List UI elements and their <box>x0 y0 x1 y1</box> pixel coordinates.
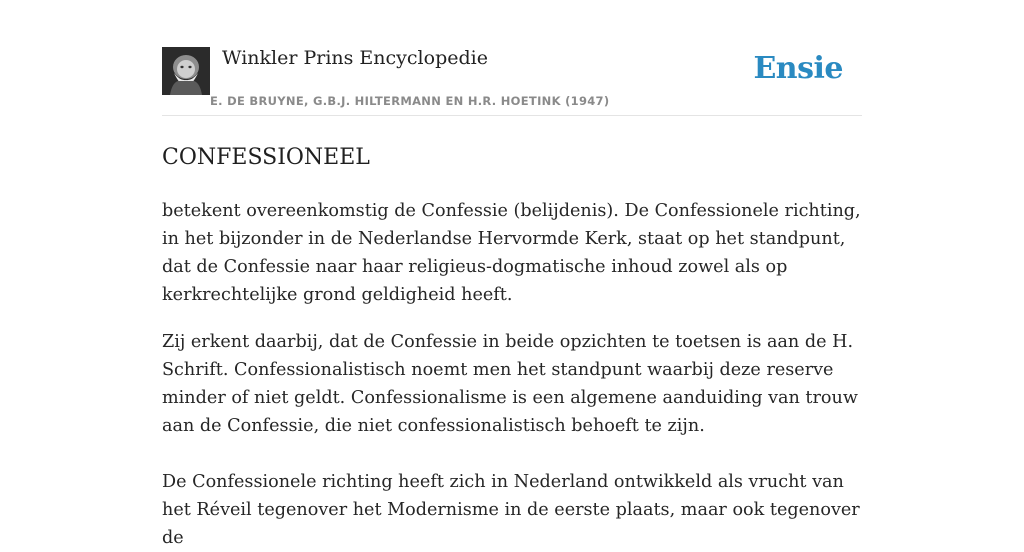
paragraph-1: betekent overeenkomstig de Confessie (belijdenis). De Confessionele richting, in het bijzonder in de Nederlandse Hervormde Kerk, staat op het standpunt, dat de Confessie naar haar religieus-dogmatische inhoud zowel als op kerkrechtelijke grond geldigheid heeft. <box>162 201 861 305</box>
authors-line: E. DE BRUYNE, G.B.J. HILTERMANN EN H.R. HOETINK (1947) <box>210 94 610 108</box>
entry-body <box>162 197 862 552</box>
source-header <box>162 0 862 116</box>
paragraph-2: Zij erkent daarbij, dat de Confessie in beide opzichten te toetsen is aan de H. Schrift. Confessionalistisch noemt men het standpunt waarbij deze reserve minder of niet geldt. Confessionalisme is een algemene aanduiding van trouw aan de Confessie, die niet confessionalistisch behoeft te zijn. <box>162 332 858 436</box>
content-column <box>162 0 862 552</box>
author-avatar <box>162 47 210 95</box>
work-title: Winkler Prins Encyclopedie <box>222 47 488 69</box>
paragraph-3: De Confessionele richting heeft zich in Nederland ontwikkeld als vrucht van het Réveil tegenover het Modernisme in de eerste plaats, maar ook tegenover de <box>162 472 860 548</box>
entry-title: CONFESSIONEEL <box>162 145 370 170</box>
ensie-logo-link[interactable]: Ensie <box>753 51 843 86</box>
bearded-man-portrait-icon <box>162 47 210 95</box>
